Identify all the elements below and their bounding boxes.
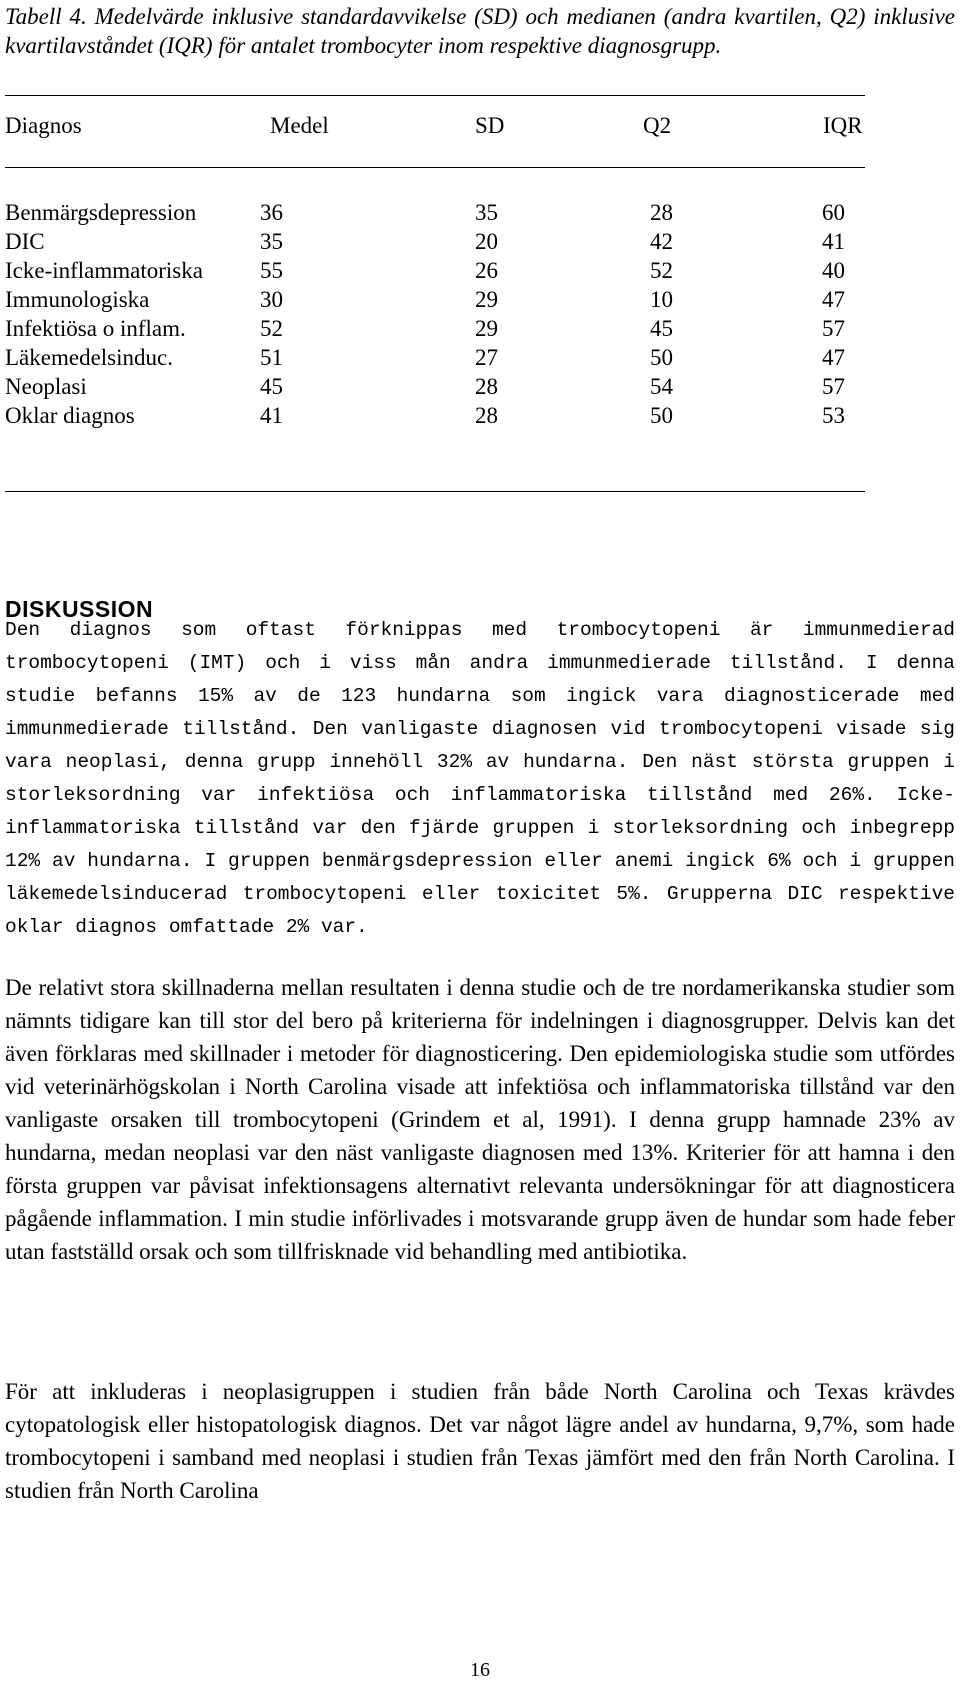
cell-medel: 51 [260, 345, 283, 370]
cell-medel: 36 [260, 200, 283, 225]
header-iqr: IQR [823, 113, 863, 138]
section-heading: DISKUSSION [5, 596, 154, 622]
table-row [5, 372, 865, 402]
header-bottom-rule [5, 167, 865, 168]
table-bottom-rule [5, 491, 865, 492]
cell-iqr: 41 [822, 229, 845, 254]
cell-iqr: 60 [822, 200, 845, 225]
cell-iqr: 53 [822, 403, 845, 428]
cell-medel: 55 [260, 258, 283, 283]
cell-sd: 20 [475, 229, 498, 254]
cell-medel: 41 [260, 403, 283, 428]
cell-q2: 42 [650, 229, 673, 254]
cell-diagnosis: Neoplasi [5, 374, 87, 399]
table-row [5, 343, 865, 373]
paragraph-2: De relativt stora skillnaderna mellan resultaten i denna studie och de tre nordamerikanska studier som nämnts tidigare kan till stor del bero på kriterierna för indelningen i diagnosgrupper. Delvis kan det även förklaras med skillnader i metoder för diagnosticering. Den epidemiologiska studie som utfördes vid veterinärhögskolan i North Carolina visade att infektiösa och inflammatoriska tillstånd var den vanligaste orsaken till trombocytopeni (Grindem et al, 1991). I denna grupp hamnade 23% av hundarna, medan neoplasi var den näst vanligaste diagnosen med 13%. Kriterier för att hamna i den första gruppen var påvisat infektionsagens alternativt relevanta undersökningar för att diagnosticera pågående inflammation. I min studie införlivades i motsvarande grupp även de hundar som hade feber utan fastställd orsak och som tillfrisknade vid behandling med antibiotika. [5, 975, 955, 1264]
cell-q2: 50 [650, 403, 673, 428]
cell-q2: 45 [650, 316, 673, 341]
cell-iqr: 40 [822, 258, 845, 283]
cell-q2: 54 [650, 374, 673, 399]
cell-q2: 28 [650, 200, 673, 225]
cell-medel: 52 [260, 316, 283, 341]
cell-sd: 35 [475, 200, 498, 225]
cell-sd: 27 [475, 345, 498, 370]
cell-diagnosis: Oklar diagnos [5, 403, 135, 428]
table-top-rule [5, 95, 865, 96]
cell-diagnosis: Icke-inflammatoriska [5, 258, 203, 283]
cell-diagnosis: Infektiösa o inflam. [5, 316, 186, 341]
table-row [5, 198, 865, 228]
table-header-row [5, 111, 865, 141]
table-row [5, 256, 865, 286]
cell-iqr: 57 [822, 374, 845, 399]
cell-diagnosis: Immunologiska [5, 287, 150, 312]
page-number: 16 [470, 1659, 490, 1681]
table-row [5, 401, 865, 431]
cell-diagnosis: DIC [5, 229, 45, 254]
cell-sd: 28 [475, 374, 498, 399]
header-diagnos: Diagnos [5, 113, 82, 138]
cell-q2: 52 [650, 258, 673, 283]
cell-iqr: 57 [822, 316, 845, 341]
header-medel: Medel [270, 113, 329, 138]
cell-q2: 50 [650, 345, 673, 370]
cell-sd: 29 [475, 287, 498, 312]
cell-sd: 28 [475, 403, 498, 428]
table-caption: Tabell 4. Medelvärde inklusive standardavvikelse (SD) och medianen (andra kvartilen, Q2) inklusive kvartilavståndet (IQR) för antalet trombocyter inom respektive diagnosgrupp. [5, 4, 955, 58]
header-q2: Q2 [643, 113, 672, 138]
cell-medel: 45 [260, 374, 283, 399]
paragraph-3: För att inkluderas i neoplasigruppen i studien från både North Carolina och Texas krävdes cytopatologisk eller histopatologisk diagnos. Det var något lägre andel av hundarna, 9,7%, som hade trombocytopeni i samband med neoplasi i studien från Texas jämfört med den från North Carolina. I studien från North Carolina [5, 1379, 955, 1503]
cell-iqr: 47 [822, 287, 845, 312]
cell-sd: 26 [475, 258, 498, 283]
cell-medel: 35 [260, 229, 283, 254]
cell-diagnosis: Benmärgsdepression [5, 200, 197, 225]
cell-sd: 29 [475, 316, 498, 341]
paragraph-1: Den diagnos som oftast förknippas med trombocytopeni är immunmedierad trombocytopeni (IMT) och i viss mån andra immunmedierade tillstånd. I denna studie befanns 15% av de 123 hundarna som ingick vara diagnosticerade med immunmedierade tillstånd. Den vanligaste diagnosen vid trombocytopeni visade sig vara neoplasi, denna grupp innehöll 32% av hundarna. Den näst största gruppen i storleksordning var infektiösa och inflammatoriska tillstånd med 26%. Icke-inflammatoriska tillstånd var den fjärde gruppen i storleksordning och inbegrepp 12% av hundarna. I gruppen benmärgsdepression eller anemi ingick 6% och i gruppen läkemedelsinducerad trombocytopeni eller toxicitet 5%. Grupperna DIC respektive oklar diagnos omfattade 2% var. [5, 619, 955, 938]
cell-medel: 30 [260, 287, 283, 312]
cell-q2: 10 [650, 287, 673, 312]
table-row [5, 285, 865, 315]
table-row [5, 314, 865, 344]
header-sd: SD [475, 113, 505, 138]
cell-diagnosis: Läkemedelsinduc. [5, 345, 173, 370]
table-row [5, 227, 865, 257]
cell-iqr: 47 [822, 345, 845, 370]
